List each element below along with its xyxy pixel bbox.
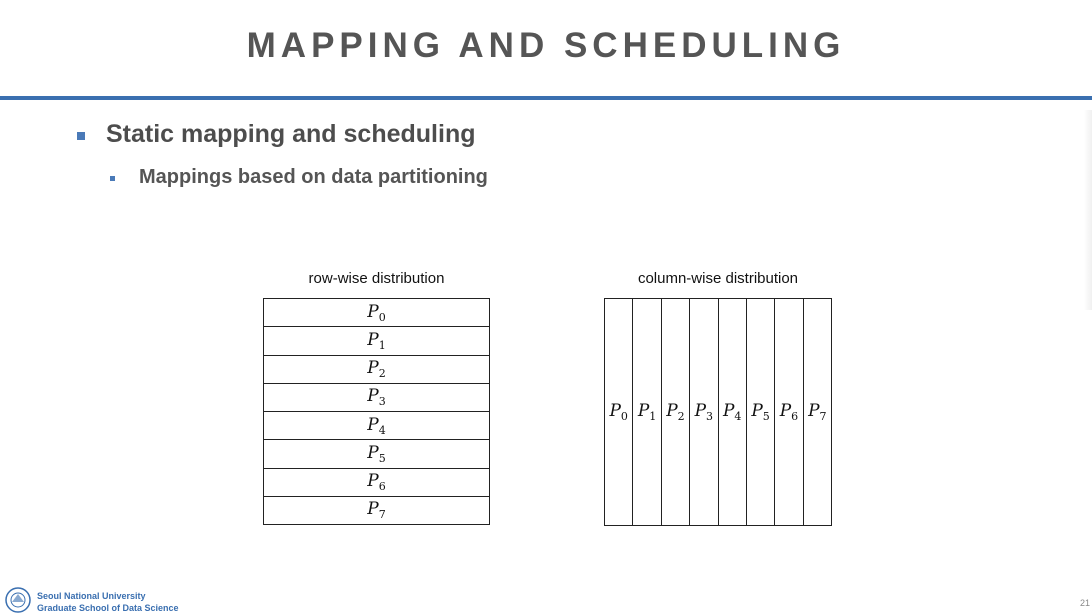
- title-divider: [0, 96, 1092, 100]
- process-label: $P_5$: [367, 442, 386, 465]
- bullet-level1: [77, 120, 475, 149]
- process-label: $P_4$: [367, 414, 386, 437]
- row-partition: [264, 384, 489, 412]
- slide-title: MAPPING AND SCHEDULING: [246, 26, 846, 65]
- row-partition: [264, 356, 489, 384]
- row-wise-label: row-wise distribution: [308, 270, 445, 287]
- square-bullet-icon: [77, 132, 85, 140]
- process-label: $P_7$: [367, 499, 386, 522]
- row-partition: [264, 440, 489, 468]
- process-label: $P_7$: [808, 401, 827, 423]
- org-school: Graduate School of Data Science: [37, 603, 179, 613]
- process-label: $P_3$: [694, 401, 714, 423]
- process-label: $P_1$: [637, 401, 657, 423]
- process-label: $P_0$: [367, 301, 386, 324]
- process-label: $P_2$: [367, 358, 386, 381]
- column-partition: [747, 299, 775, 525]
- process-label: $P_6$: [779, 401, 799, 423]
- square-bullet-icon: [110, 176, 115, 181]
- bullet-level1-text: Static mapping and scheduling: [106, 120, 476, 148]
- process-label: $P_3$: [367, 386, 386, 409]
- row-partition: [264, 469, 489, 497]
- column-partition: [804, 299, 831, 525]
- column-wise-grid: [604, 298, 832, 526]
- process-label: $P_4$: [722, 401, 742, 423]
- row-partition: [264, 497, 489, 524]
- column-partition: [662, 299, 690, 525]
- process-label: $P_0$: [609, 401, 628, 423]
- column-partition: [775, 299, 803, 525]
- column-partition: [690, 299, 718, 525]
- org-name: Seoul National University: [37, 591, 146, 601]
- column-partition: [605, 299, 633, 525]
- row-wise-grid: [263, 298, 490, 525]
- page-number: 21: [1079, 598, 1090, 608]
- bullet-level2: [110, 166, 488, 189]
- process-label: $P_6$: [367, 471, 386, 494]
- process-label: $P_5$: [751, 401, 770, 423]
- bullet-level2-text: Mappings based on data partitioning: [139, 166, 488, 188]
- row-partition: [264, 412, 489, 440]
- row-partition: [264, 299, 489, 327]
- column-partition: [633, 299, 661, 525]
- process-label: $P_2$: [666, 401, 685, 423]
- process-label: $P_1$: [367, 329, 386, 352]
- row-partition: [264, 327, 489, 355]
- column-wise-label: column-wise distribution: [637, 270, 799, 287]
- column-partition: [719, 299, 747, 525]
- edge-shadow: [1084, 110, 1092, 310]
